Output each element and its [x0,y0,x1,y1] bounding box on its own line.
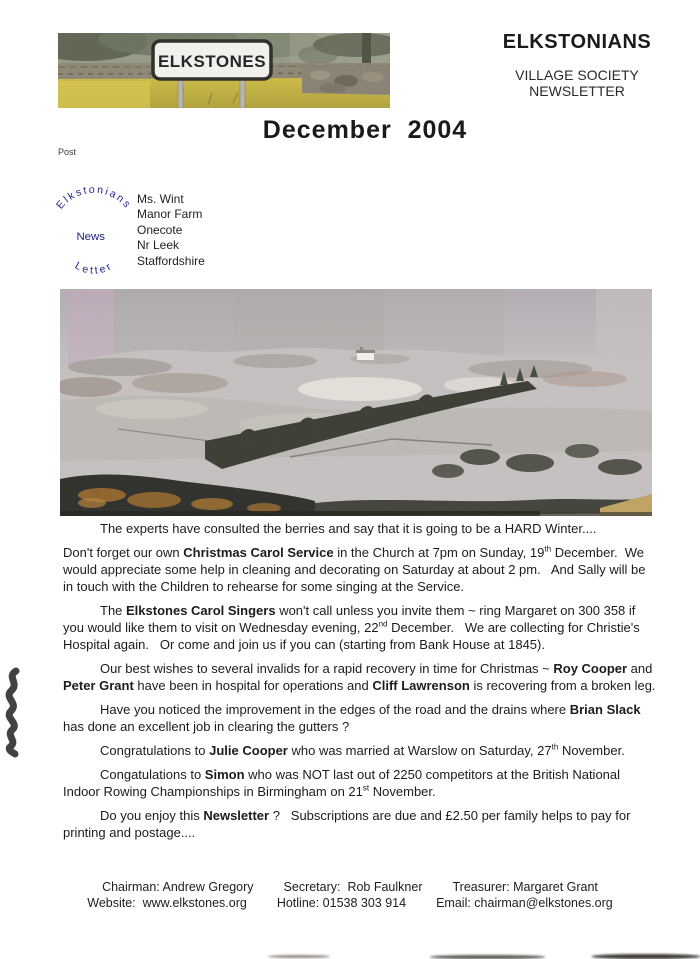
society-subtitle-line1: VILLAGE SOCIETY [515,67,639,83]
address-line: Staffordshire [137,253,205,268]
officers-row [0,879,700,895]
contact-row [0,895,700,911]
stamp-center-text: News [76,230,106,243]
svg-text:Letter [73,260,115,277]
paragraph-invalids: Our best wishes to several invalids for a rapid recovery in time for Christmas ~ Roy Cooper and Peter Grant have been in hospital for operations and Cliff Lawrenson is recovering from a broken leg. [63,661,656,693]
address-line: Nr Leek [137,238,180,253]
photo-grain [58,33,390,108]
paragraph-carol-singers: The Elkstones Carol Singers won't call unless you invite them ~ ring Margaret on 300 358 if you would like them to visit on Wednesday evening, 22nd December. We are collecting for Christie's Hospital again. Or come and join us if you can (starting from Bank House at 1845). [63,603,644,652]
paragraph-carol-service: Don't forget our own Christmas Carol Service in the Church at 7pm on Sunday, 19th December. We would appreciate some help in cleaning and decorating on Saturday at about 2 pm. And Sally will be in touch with the Children to rehearse for some singing at the Service. [63,544,650,594]
recipient-address [137,192,205,269]
masthead [477,31,677,99]
society-subtitle-line2: NEWSLETTER [529,83,625,99]
svg-text:Elkstonians [54,186,134,212]
address-line: Ms. Wint [137,192,184,206]
issue-date-title: December 2004 [262,116,468,144]
scan-smudge [268,955,330,958]
winter-landscape-photo [60,289,652,516]
website-label: Website: www.elkstones.org [87,896,247,910]
paragraph-subscriptions: Do you enjoy this Newsletter ? Subscriptions are due and £2.50 per family helps to pay for printing and postage.... [63,808,635,840]
address-line: Onecote [137,222,183,237]
treasurer-label: Treasurer: Margaret Grant [452,880,598,894]
stamp-arc-bottom-text: Letter [72,259,116,277]
paragraph-hard-winter: The experts have consulted the berries and say that it is going to be a HARD Winter.... [100,521,597,536]
newsletter-stamp [45,186,143,284]
scan-smudge [430,955,545,959]
society-title: ELKSTONIANS [502,31,652,53]
paragraph-wedding: Congratulations to Julie Cooper who was married at Warslow on Saturday, 27th November. [100,742,625,758]
hotline-label: Hotline: 01538 303 914 [276,896,407,910]
chairman-label: Chairman: Andrew Gregory [102,880,254,894]
address-line: Manor Farm [137,207,203,222]
secretary-label: Secretary: Rob Faulkner [283,880,423,894]
photo-grain [60,289,652,516]
scan-smudge [592,954,700,959]
binding-squiggle-mark [2,666,28,758]
paragraph-gutters: Have you noticed the improvement in the edges of the road and the drains where Brian Slack has done an excellent job in clearing the gutters ? [63,702,645,734]
village-sign-photo [58,33,390,108]
email-label: Email: chairman@elkstones.org [436,896,613,910]
stamp-arc-top-text: Elkstonians [54,186,134,212]
contacts-footer [0,879,700,911]
post-label: Post [58,147,77,157]
paragraph-rowing: Congatulations to Simon who was NOT last out of 2250 competitors at the British National Indoor Rowing Championships in Birmingham on 21st November. [63,767,624,799]
article-body [63,520,657,848]
